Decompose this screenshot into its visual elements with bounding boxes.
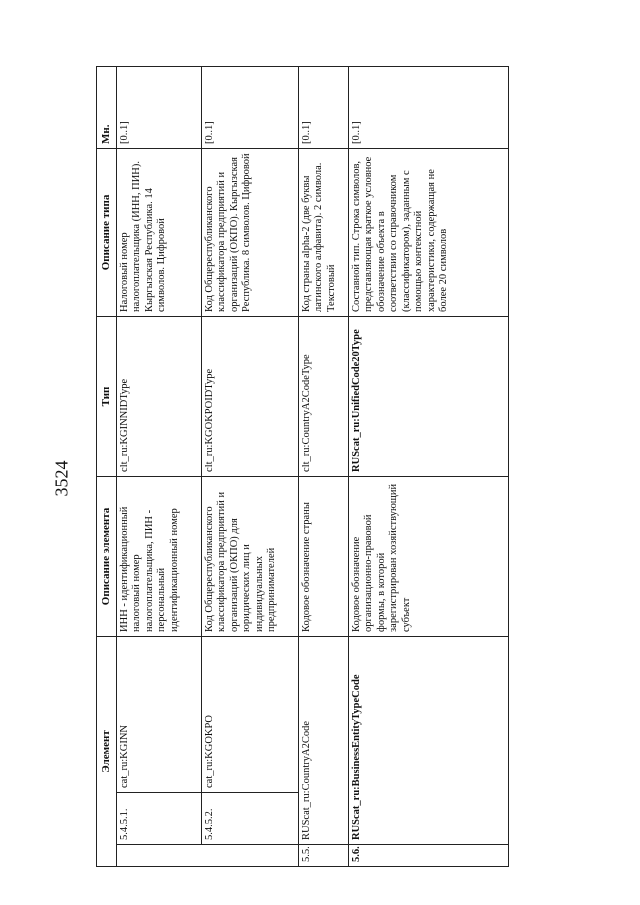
row-type: clt_ru:CountryA2CodeType <box>298 316 348 476</box>
header-type: Тип <box>97 316 117 476</box>
row-multiplicity: [0..1] <box>298 66 348 148</box>
row-element-description: Кодовое обозначение страны <box>298 476 348 636</box>
row-element-description: Код Общереспубликанского классификатора предприятий и организаций (ОКПО) для юридических лиц и индивидуальных предпринимателей <box>201 476 298 636</box>
row-type-description: Код страны alpha-2 (две буквы латинского алфавита). 2 символа. Текстовый <box>298 148 348 316</box>
row-subnumber: 5.4.5.2. <box>201 793 298 845</box>
elements-table <box>96 66 509 867</box>
rotated-table-container <box>96 67 604 867</box>
row-element: cat_ru:KGOKPO <box>201 636 298 792</box>
table-row <box>348 66 508 866</box>
row-multiplicity: [0..1] <box>348 66 508 148</box>
row-number-cell <box>116 845 201 867</box>
row-element: RUScat_ru:BusinessEntityTypeCode <box>348 636 508 844</box>
table-row <box>201 66 298 866</box>
row-type: RUScat_ru:UnifiedCode20Type <box>348 316 508 476</box>
row-element-description: ИНН - идентификационный налоговый номер налогоплательщика, ПИН - персональный идентификационный номер <box>116 476 201 636</box>
row-element-description: Кодовое обозначение организационно-правовой формы, в которой зарегистрирован хозяйствующий субъект <box>348 476 508 636</box>
row-type: clt_ru:KGINNIDType <box>116 316 201 476</box>
header-element-description: Описание элемента <box>97 476 117 636</box>
row-number: 5.5. <box>298 845 348 867</box>
row-multiplicity: [0..1] <box>201 66 298 148</box>
row-type-description: Код Общереспубликанского классификатора предприятий и организаций (ОКПО). Кыргызская Республика. 8 символов. Цифровой <box>201 148 298 316</box>
row-number: 5.6. <box>348 845 508 867</box>
header-type-description: Описание типа <box>97 148 117 316</box>
row-element: RUScat_ru:CountryA2Code <box>298 636 348 844</box>
row-type-description: Налоговый номер налогоплательщика (ИНН, ПИН). Кыргызская Республика. 14 символов. Цифровой <box>116 148 201 316</box>
row-subnumber: 5.4.5.1. <box>116 793 201 845</box>
row-element: cat_ru:KGINN <box>116 636 201 792</box>
header-multiplicity: Мн. <box>97 66 117 148</box>
table-row <box>298 66 348 866</box>
page-number: 3524 <box>51 460 72 497</box>
header-row <box>97 66 117 866</box>
row-type-description: Составной тип. Строка символов, представляющая краткое условное обозначение объекта в соответствии со справочником (классификатором), заданным с помощью контекстной характеристики, содержащая не более 20 символов <box>348 148 508 316</box>
row-number-cell <box>201 845 298 867</box>
row-multiplicity: [0..1] <box>116 66 201 148</box>
row-type: clt_ru:KGOKPOIDType <box>201 316 298 476</box>
header-element: Элемент <box>97 636 117 866</box>
table-row <box>116 66 201 866</box>
